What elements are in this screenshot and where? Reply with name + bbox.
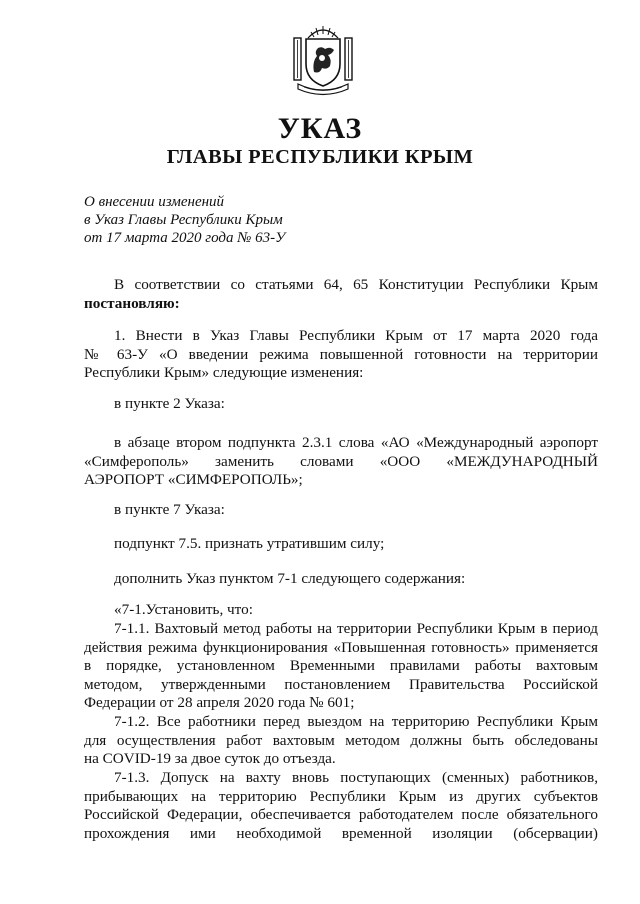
text-line: в порядке, установленном Временными правилами работы вахтовым: [84, 657, 598, 675]
subject-line: от 17 марта 2020 года № 63-У: [84, 230, 286, 246]
intro-paragraph: [84, 276, 598, 313]
paragraph-8: [84, 620, 598, 713]
text-line: Федерации от 28 апреля 2020 года № 601;: [84, 694, 355, 712]
paragraph-1: [84, 327, 598, 383]
subject-line: в Указ Главы Республики Крым: [84, 212, 283, 228]
document-subtitle: ГЛАВЫ РЕСПУБЛИКИ КРЫМ: [166, 146, 474, 168]
document-title: УКАЗ: [277, 112, 363, 145]
text-line: методом, утвержденными постановлением Правительства Российской: [84, 675, 598, 693]
text-line-bold: постановляю:: [84, 294, 180, 312]
text-line: дополнить Указ пунктом 7-1 следующего содержания:: [114, 570, 466, 587]
text-line: АЭРОПОРТ «СИМФЕРОПОЛЬ»;: [84, 471, 303, 489]
paragraph-9: [84, 713, 598, 769]
text-line: в абзаце втором подпункта 2.3.1 слова «АО «Международный аэропорт: [114, 434, 598, 451]
text-line: «7-1.Установить, что:: [114, 601, 253, 618]
text-line: № 63-У «О введении режима повышенной готовности на территории: [84, 345, 598, 363]
document-subject: [84, 193, 285, 247]
text-line: в пункте 2 Указа:: [114, 395, 225, 412]
text-line: в пункте 7 Указа:: [114, 501, 225, 518]
paragraph-6: [84, 570, 598, 589]
text-line: Российской Федерации, обеспечивается работодателем после обязательного: [84, 806, 598, 824]
text-line: «Симферополь» заменить словами «ООО «МЕЖДУНАРОДНЫЙ: [84, 452, 598, 470]
crimea-coat-of-arms-emblem: [292, 24, 354, 96]
text-line: 1. Внести в Указ Главы Республики Крым от 17 марта 2020 года: [114, 327, 598, 344]
text-line: Республики Крым» следующие изменения:: [84, 364, 364, 382]
text-line: В соответствии со статьями 64, 65 Конституции Республики Крым: [114, 276, 598, 293]
paragraph-2: [84, 395, 598, 414]
paragraph-3: [84, 434, 598, 490]
subject-line: О внесении изменений: [84, 194, 225, 210]
text-line: 7-1.3. Допуск на вахту вновь поступающих (сменных) работников,: [114, 769, 598, 786]
paragraph-4: [84, 501, 598, 520]
text-line: действия режима функционирования «Повышенная готовность» применяется: [84, 638, 598, 656]
text-line: прибывающих на территорию Республики Крым из других субъектов: [84, 787, 598, 805]
text-line: 7-1.1. Вахтовый метод работы на территории Республики Крым в период: [114, 620, 598, 637]
paragraph-10: [84, 769, 598, 843]
text-line: подпункт 7.5. признать утратившим силу;: [114, 535, 385, 552]
text-line: на COVID-19 за двое суток до отъезда.: [84, 750, 336, 768]
paragraph-7: [84, 601, 598, 620]
text-line: прохождения ими необходимой временной изоляции (обсервации): [84, 824, 598, 842]
text-line: для осуществления работ вахтовым методом должны быть обследованы: [84, 731, 598, 749]
paragraph-5: [84, 535, 598, 554]
text-line: 7-1.2. Все работники перед выездом на территорию Республики Крым: [114, 713, 598, 730]
